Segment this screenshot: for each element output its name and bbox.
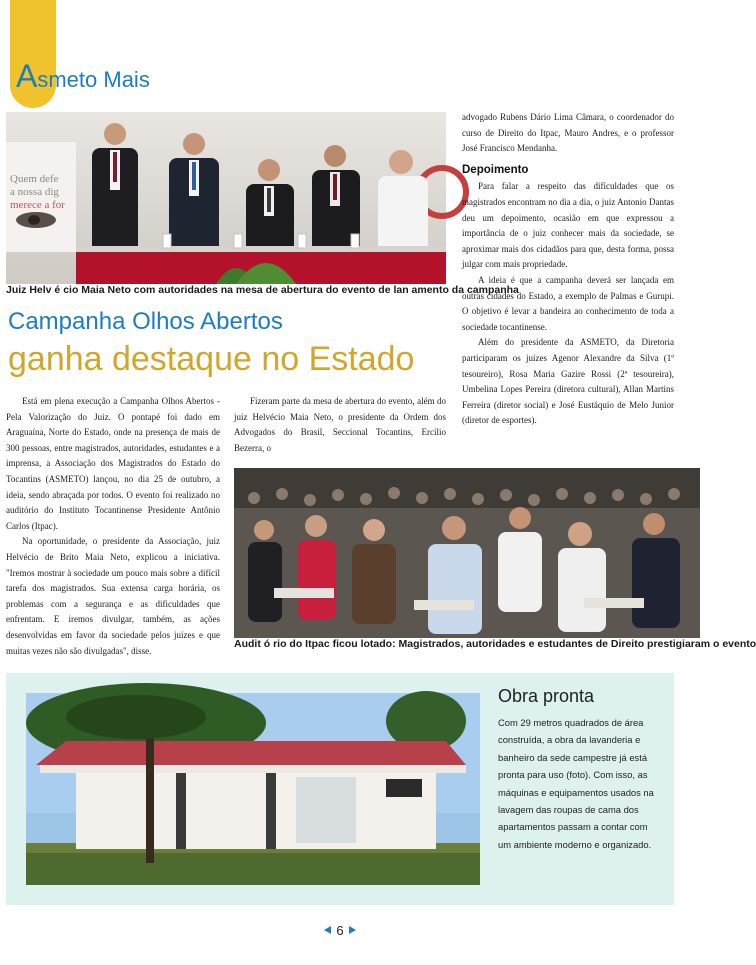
photo-authorities-caption: Juiz Helv é cio Maia Neto com autoridades na mesa de abertura do evento de lan amento da campanha	[6, 284, 519, 296]
photo-audience-image	[234, 468, 700, 638]
article-column-3	[462, 110, 674, 429]
obra-text: Com 29 metros quadrados de área construída, a obra da lavanderia e banheiro da sede campestre já está pronta para uso (foto). Com isso, as máquinas e equipamentos usados na lavagem das roupas de cama dos apartamentos passam a contar com um ambiente moderno e organizado.	[498, 717, 654, 850]
article-paragraph: Além do presidente da ASMETO, da Diretoria participaram os juízes Agenor Alexandre da Silva (1º tesoureiro), Rosa Maria Gazire Rossi (2ª tesoureira), Umbelina Lopes Pereira (diretora cultural), Allan Martins Ferreira (diretor social) e José Eustáquio de Melo Junior (diretor de esportes).	[462, 337, 674, 426]
section-initial: A	[16, 58, 38, 94]
headline-line-1: Campanha Olhos Abertos	[8, 308, 283, 335]
photo-audience-caption: Audit ó rio do Itpac ficou lotado: Magistrados, autoridades e estudantes de Direito prestigiaram o evento	[234, 638, 756, 650]
photo-laundry-building	[26, 693, 480, 885]
page-number: 6	[336, 922, 344, 938]
article-paragraph: Na oportunidade, o presidente da Associação, juiz Helvécio de Brito Maia Neto, explicou a iniciativa. "Iremos mostrar à sociedade um pouco mais sobre a difícil tarefa dos magistrados. Sua extensa carga horária, os problemas com a segurança e as dificuldades que enfrentam. E iremos divulgar, também, as ações desenvolvidas em favor da sociedade pelos juízes e que muitas vezes não são divulgadas", disse.	[6, 536, 220, 656]
previous-page-arrow-icon[interactable]	[324, 926, 331, 934]
photo-authorities-image	[6, 112, 446, 284]
article-paragraph: A ideia é que a campanha deverá ser lançada em outras cidades do Estado, a exemplo de Palmas e Gurupi. O objetivo é levar a bandeira ao conhecimento de toda a sociedade tocantinense.	[462, 274, 674, 332]
article-paragraph: advogado Rubens Dário Lima Câmara, o coordenador do curso de Direito do Itpac, Mauro Andres, e o professor José Francisco Mendanha.	[462, 112, 674, 154]
banner-text-3: merece a for	[10, 199, 65, 211]
banner-text-1: Quem defe	[10, 173, 59, 185]
page-navigation	[320, 921, 360, 939]
section-title	[16, 58, 150, 95]
photo-authorities	[6, 112, 446, 284]
photo-laundry-building-image	[26, 693, 480, 885]
section-title-rest: smeto Mais	[37, 67, 150, 92]
article-column-1	[6, 394, 220, 659]
banner-text-2: a nossa dig	[10, 186, 59, 198]
article-column-2	[234, 394, 446, 456]
obra-title: Obra pronta	[498, 686, 595, 706]
article-paragraph: Está em plena execução a Campanha Olhos Abertos - Pela Valorização do Juiz. O pontapé foi dado em Araguaína, Norte do Estado, onde na presença de mais de 300 pessoas, entre magistrados, autoridades, estudantes e a imprensa, a Associação dos Magistrados do Estado do Tocantins (ASMETO) lançou, no dia 25 de outubro, a ideia, sendo abraçada por todos. O evento foi realizado no auditório do Instituto Tocantinense Presidente Antônio Carlos (Itpac).	[6, 396, 220, 531]
next-page-arrow-icon[interactable]	[349, 926, 356, 934]
headline-line-2: ganha destaque no Estado	[8, 340, 415, 378]
article-paragraph: Fizeram parte da mesa de abertura do evento, além do juiz Helvécio Maia Neto, o presidente da Ordem dos Advogados do Brasil, Seccional Tocantins, Ercílio Bezerra, o	[234, 396, 446, 453]
article-paragraph: Para falar a respeito das dificuldades que os magistrados encontram no dia a dia, o juiz Antonio Dantas deu um depoimento, ocasião em que expressou a importância de o juiz conhecer mais da sociedade, se aproximar mais dos cidadãos para que, desta forma, possa julgar com mais propriedade.	[462, 181, 674, 270]
photo-audience	[234, 468, 700, 638]
subhead-depoimento: Depoimento	[462, 163, 529, 176]
